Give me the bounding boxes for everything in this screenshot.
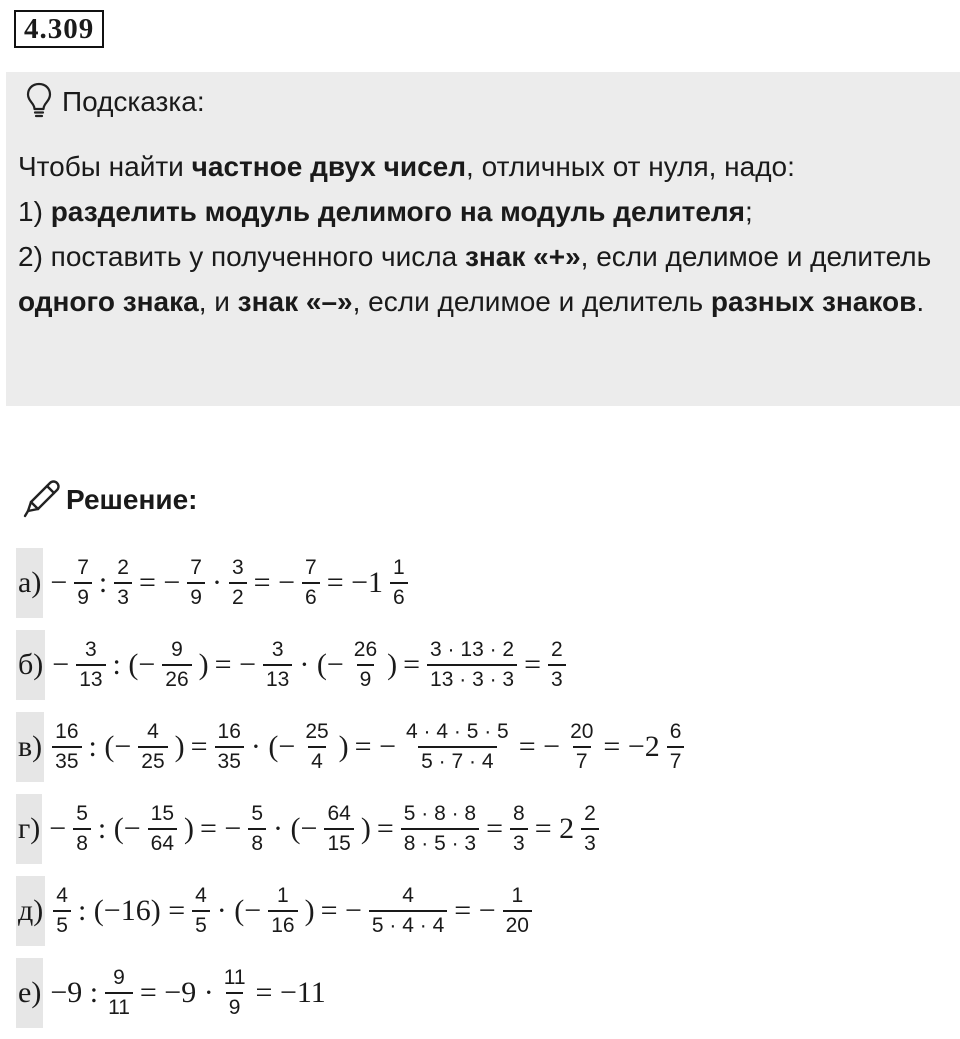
solution-row bbox=[16, 794, 603, 864]
hint-text-segment: 2) поставить у полученного числа bbox=[18, 241, 465, 272]
math-operator: · (− bbox=[250, 730, 296, 763]
numerator: 5 bbox=[76, 802, 88, 825]
denominator: 3 bbox=[510, 828, 528, 858]
numerator: 64 bbox=[327, 802, 351, 825]
numerator: 2 bbox=[117, 556, 129, 579]
math-operator: = 2 bbox=[534, 812, 575, 845]
fraction bbox=[192, 882, 210, 940]
math-operator: ) bbox=[338, 730, 349, 763]
denominator: 8 · 5 · 3 bbox=[401, 828, 479, 858]
fraction bbox=[248, 800, 266, 858]
hint-bold-segment: разных знаков bbox=[710, 286, 917, 317]
math-operator: ) bbox=[174, 730, 185, 763]
numerator: 5 · 8 · 8 bbox=[403, 802, 477, 825]
hint-bold-segment: частное двух чисел bbox=[191, 151, 467, 182]
denominator: 26 bbox=[162, 664, 191, 694]
denominator: 11 bbox=[105, 992, 133, 1022]
math-operator: · (− bbox=[216, 894, 262, 927]
denominator: 16 bbox=[268, 910, 297, 940]
numerator: 1 bbox=[393, 556, 405, 579]
fraction bbox=[114, 554, 132, 612]
hint-title: Подсказка: bbox=[62, 86, 205, 117]
math-operator: = −9 · bbox=[139, 976, 214, 1009]
task-number: 4.309 bbox=[14, 10, 104, 48]
numerator: 8 bbox=[513, 802, 525, 825]
numerator: 7 bbox=[305, 556, 317, 579]
fraction bbox=[548, 636, 566, 694]
denominator: 5 bbox=[192, 910, 210, 940]
denominator: 9 bbox=[226, 992, 244, 1022]
math-operator: ) bbox=[184, 812, 195, 845]
math-operator: ) bbox=[387, 648, 398, 681]
denominator: 35 bbox=[215, 746, 244, 776]
denominator: 5 · 4 · 4 bbox=[369, 910, 447, 940]
fraction bbox=[73, 800, 91, 858]
fraction bbox=[567, 718, 596, 776]
math-operator: = − bbox=[138, 566, 181, 599]
numerator: 11 bbox=[223, 966, 246, 989]
denominator: 3 bbox=[581, 828, 599, 858]
math-operator: = −2 bbox=[603, 730, 660, 763]
math-operator: − bbox=[52, 648, 70, 681]
hint-text bbox=[18, 144, 953, 324]
numerator: 3 bbox=[85, 638, 97, 661]
fraction bbox=[302, 718, 331, 776]
hint-text-segment: 1) bbox=[18, 196, 51, 227]
numerator: 4 bbox=[402, 884, 414, 907]
denominator: 6 bbox=[390, 582, 408, 612]
denominator: 15 bbox=[324, 828, 353, 858]
denominator: 25 bbox=[138, 746, 167, 776]
fraction bbox=[148, 800, 177, 858]
fraction bbox=[74, 554, 92, 612]
math-operator: : bbox=[98, 566, 108, 599]
solution-row bbox=[16, 712, 688, 782]
math-operator: = − bbox=[518, 730, 561, 763]
math-operator: = bbox=[524, 648, 542, 681]
math-operator: ) bbox=[198, 648, 209, 681]
denominator: 5 bbox=[53, 910, 71, 940]
math-operator: −9 : bbox=[50, 976, 99, 1009]
numerator: 3 bbox=[231, 556, 244, 579]
numerator: 4 bbox=[56, 884, 68, 907]
fraction bbox=[324, 800, 353, 858]
denominator: 13 · 3 · 3 bbox=[427, 664, 517, 694]
fraction bbox=[268, 882, 297, 940]
hint-text-segment: Чтобы найти bbox=[18, 151, 192, 182]
math-operator: = − bbox=[354, 730, 397, 763]
hint-text-segment: , отличных от нуля, надо: bbox=[466, 151, 795, 182]
solution-row bbox=[16, 630, 570, 700]
denominator: 13 bbox=[76, 664, 105, 694]
hint-bold-segment: разделить модуль делимого на модуль делителя bbox=[50, 196, 746, 227]
denominator: 9 bbox=[187, 582, 205, 612]
numerator: 2 bbox=[551, 638, 563, 661]
hint-text-segment: . bbox=[916, 286, 925, 317]
denominator: 2 bbox=[229, 582, 247, 612]
math-operator: : (−16) = bbox=[77, 894, 186, 927]
fraction bbox=[229, 554, 247, 612]
math-operator: = bbox=[376, 812, 394, 845]
numerator: 3 · 13 · 2 bbox=[430, 638, 515, 661]
numerator: 4 · 4 · 5 · 5 bbox=[406, 720, 509, 743]
denominator: 8 bbox=[73, 828, 91, 858]
math-operator: = −11 bbox=[255, 976, 326, 1009]
numerator: 6 bbox=[669, 720, 682, 743]
hint-text-segment: ; bbox=[745, 196, 753, 227]
numerator: 16 bbox=[55, 720, 79, 743]
math-operator: = − bbox=[320, 894, 362, 927]
denominator: 5 · 7 · 4 bbox=[418, 746, 496, 776]
fraction bbox=[581, 800, 599, 858]
fraction bbox=[263, 636, 292, 694]
fraction bbox=[390, 554, 408, 612]
fraction bbox=[369, 882, 447, 940]
fraction bbox=[221, 964, 249, 1022]
hint-text-segment: , если делимое и делитель bbox=[352, 286, 711, 317]
fraction bbox=[52, 718, 81, 776]
numerator: 5 bbox=[251, 802, 264, 825]
row-label: б) bbox=[16, 630, 45, 700]
row-label: в) bbox=[16, 712, 44, 782]
math-operator: ) bbox=[360, 812, 371, 845]
numerator: 9 bbox=[113, 966, 125, 989]
fraction bbox=[187, 554, 205, 612]
denominator: 7 bbox=[667, 746, 685, 776]
math-operator: = bbox=[486, 812, 504, 845]
fraction bbox=[76, 636, 105, 694]
fraction bbox=[302, 554, 320, 612]
numerator: 26 bbox=[353, 638, 378, 661]
hint-line-3 bbox=[18, 234, 953, 324]
fraction bbox=[427, 636, 517, 694]
fraction bbox=[667, 718, 685, 776]
hint-line-1 bbox=[18, 144, 953, 189]
fraction bbox=[503, 882, 532, 940]
math-operator: = bbox=[190, 730, 208, 763]
numerator: 1 bbox=[277, 884, 289, 907]
hint-bold-segment: знак «+» bbox=[464, 241, 581, 272]
numerator: 7 bbox=[77, 556, 89, 579]
row-label: г) bbox=[16, 794, 42, 864]
numerator: 9 bbox=[171, 638, 183, 661]
fraction bbox=[138, 718, 167, 776]
math-operator: = −1 bbox=[326, 566, 384, 599]
hint-header bbox=[24, 82, 205, 122]
solution-title: Решение: bbox=[66, 484, 198, 515]
numerator: 7 bbox=[190, 556, 202, 579]
hint-bold-segment: одного знака bbox=[18, 286, 199, 317]
math-operator: − bbox=[50, 566, 68, 599]
solution-header bbox=[20, 478, 197, 522]
fraction bbox=[215, 718, 244, 776]
fraction bbox=[403, 718, 512, 776]
row-label: е) bbox=[16, 958, 43, 1028]
lightbulb-icon bbox=[24, 81, 54, 124]
numerator: 25 bbox=[305, 720, 329, 743]
hint-text-segment: , и bbox=[198, 286, 238, 317]
denominator: 7 bbox=[573, 746, 591, 776]
numerator: 2 bbox=[584, 802, 596, 825]
denominator: 13 bbox=[263, 664, 292, 694]
numerator: 16 bbox=[217, 720, 241, 743]
fraction bbox=[510, 800, 528, 858]
denominator: 20 bbox=[503, 910, 532, 940]
math-operator: : (− bbox=[88, 730, 132, 763]
hint-line-2 bbox=[18, 189, 953, 234]
math-operator: ) bbox=[304, 894, 315, 927]
hint-bold-segment: знак «–» bbox=[237, 286, 353, 317]
solution-row bbox=[16, 958, 329, 1028]
hint-box bbox=[6, 72, 960, 406]
math-operator: = bbox=[403, 648, 421, 681]
denominator: 3 bbox=[548, 664, 566, 694]
numerator: 1 bbox=[511, 884, 524, 907]
denominator: 3 bbox=[114, 582, 132, 612]
denominator: 4 bbox=[308, 746, 326, 776]
denominator: 9 bbox=[74, 582, 92, 612]
row-label: а) bbox=[16, 548, 43, 618]
math-operator: = − bbox=[253, 566, 296, 599]
fraction bbox=[105, 964, 133, 1022]
numerator: 3 bbox=[271, 638, 284, 661]
fraction bbox=[351, 636, 380, 694]
numerator: 4 bbox=[147, 720, 159, 743]
denominator: 8 bbox=[248, 828, 266, 858]
math-operator: : (− bbox=[97, 812, 141, 845]
math-operator: − bbox=[49, 812, 67, 845]
math-operator: · (− bbox=[273, 812, 318, 845]
math-operator: · (− bbox=[299, 648, 344, 681]
solution-row bbox=[16, 876, 536, 946]
hint-text-segment: , если делимое и делитель bbox=[580, 241, 932, 272]
row-label: д) bbox=[16, 876, 45, 946]
numerator: 4 bbox=[195, 884, 207, 907]
numerator: 15 bbox=[150, 802, 175, 825]
math-operator: = − bbox=[200, 812, 242, 845]
fraction bbox=[53, 882, 71, 940]
denominator: 9 bbox=[357, 664, 375, 694]
denominator: 64 bbox=[148, 828, 177, 858]
fraction bbox=[401, 800, 479, 858]
denominator: 35 bbox=[52, 746, 81, 776]
math-operator: = − bbox=[214, 648, 256, 681]
denominator: 6 bbox=[302, 582, 320, 612]
solution-row bbox=[16, 548, 412, 618]
fraction bbox=[162, 636, 191, 694]
pencil-icon bbox=[20, 477, 62, 524]
math-operator: : (− bbox=[112, 648, 156, 681]
math-operator: = − bbox=[454, 894, 496, 927]
numerator: 20 bbox=[570, 720, 594, 743]
math-operator: · bbox=[211, 566, 222, 599]
